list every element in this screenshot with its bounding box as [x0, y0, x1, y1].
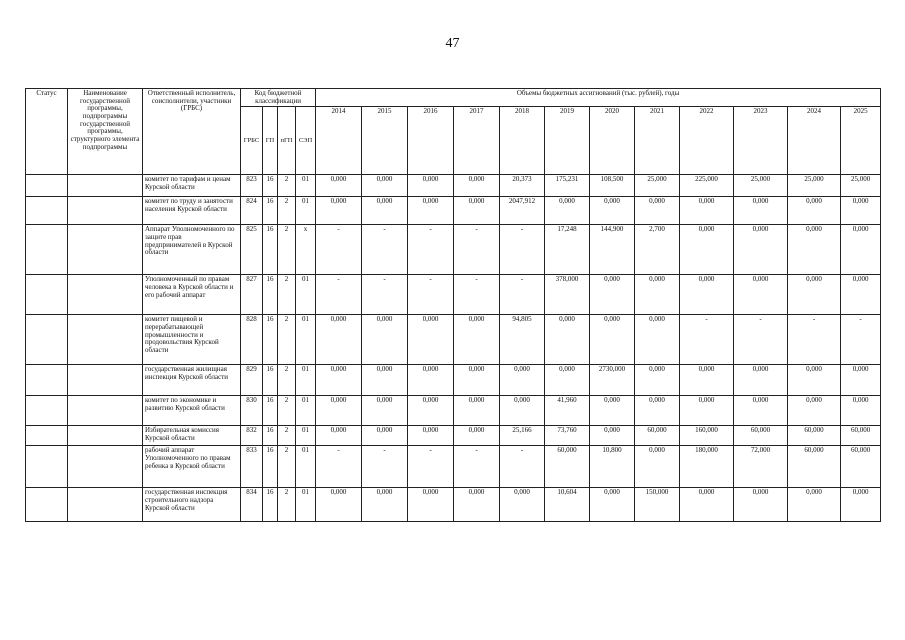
- header-budget-code: Код бюджетной классификации: [241, 89, 316, 107]
- status-cell: [26, 365, 68, 396]
- status-cell: [26, 197, 68, 225]
- sep-cell: 01: [296, 175, 316, 197]
- pgp-cell: 2: [278, 225, 296, 275]
- program-name-cell: [68, 426, 143, 446]
- value-cell: 10,800: [590, 446, 635, 488]
- sep-cell: 01: [296, 426, 316, 446]
- value-cell: 0,000: [316, 426, 362, 446]
- value-cell: 0,000: [500, 488, 545, 522]
- value-cell: 0,000: [454, 426, 500, 446]
- value-cell: 0,000: [635, 197, 680, 225]
- gp-cell: 16: [263, 426, 278, 446]
- value-cell: 60,000: [545, 446, 590, 488]
- value-cell: 0,000: [734, 197, 788, 225]
- table-row: [26, 225, 881, 275]
- header-code-sep: СЭП: [296, 107, 316, 175]
- pgp-cell: 2: [278, 426, 296, 446]
- value-cell: 0,000: [788, 396, 841, 426]
- value-cell: -: [316, 275, 362, 315]
- value-cell: 0,000: [635, 365, 680, 396]
- sep-cell: 01: [296, 197, 316, 225]
- value-cell: 0,000: [590, 275, 635, 315]
- grbs-cell: 829: [241, 365, 263, 396]
- header-executor: Ответственный исполнитель, соисполнители, участники (ГРБС): [143, 89, 241, 175]
- value-cell: 0,000: [788, 225, 841, 275]
- header-year: 2022: [680, 107, 734, 175]
- value-cell: 0,000: [500, 365, 545, 396]
- value-cell: 60,000: [788, 446, 841, 488]
- value-cell: 0,000: [590, 315, 635, 365]
- program-name-cell: [68, 275, 143, 315]
- program-name-cell: [68, 315, 143, 365]
- header-code-grbs: ГРБС: [241, 107, 263, 175]
- value-cell: 0,000: [545, 365, 590, 396]
- value-cell: -: [734, 315, 788, 365]
- pgp-cell: 2: [278, 365, 296, 396]
- value-cell: -: [316, 225, 362, 275]
- value-cell: -: [408, 446, 454, 488]
- pgp-cell: 2: [278, 488, 296, 522]
- header-year: 2018: [500, 107, 545, 175]
- table-body: [26, 175, 881, 522]
- value-cell: 25,166: [500, 426, 545, 446]
- value-cell: 0,000: [408, 175, 454, 197]
- value-cell: 0,000: [680, 197, 734, 225]
- value-cell: 0,000: [635, 275, 680, 315]
- executor-cell: комитет по тарифам и ценам Курской области: [143, 175, 241, 197]
- program-name-cell: [68, 225, 143, 275]
- program-name-cell: [68, 197, 143, 225]
- sep-cell: 01: [296, 488, 316, 522]
- value-cell: -: [788, 315, 841, 365]
- value-cell: -: [500, 225, 545, 275]
- gp-cell: 16: [263, 446, 278, 488]
- value-cell: -: [500, 275, 545, 315]
- sep-cell: 01: [296, 446, 316, 488]
- value-cell: 0,000: [316, 396, 362, 426]
- grbs-cell: 824: [241, 197, 263, 225]
- value-cell: 0,000: [408, 488, 454, 522]
- status-cell: [26, 225, 68, 275]
- value-cell: -: [362, 225, 408, 275]
- value-cell: 0,000: [362, 488, 408, 522]
- pgp-cell: 2: [278, 275, 296, 315]
- value-cell: 0,000: [408, 197, 454, 225]
- status-cell: [26, 446, 68, 488]
- header-program-name: Наименование государственной программы, подпрограммы государственной программы, структурного элемента подпрограммы: [68, 89, 143, 175]
- value-cell: 17,248: [545, 225, 590, 275]
- value-cell: 94,805: [500, 315, 545, 365]
- sep-cell: 01: [296, 275, 316, 315]
- value-cell: 0,000: [841, 396, 881, 426]
- value-cell: 0,000: [454, 488, 500, 522]
- grbs-cell: 823: [241, 175, 263, 197]
- value-cell: 0,000: [590, 426, 635, 446]
- table-row: [26, 426, 881, 446]
- value-cell: -: [841, 315, 881, 365]
- value-cell: 0,000: [841, 488, 881, 522]
- program-name-cell: [68, 396, 143, 426]
- value-cell: 0,000: [734, 365, 788, 396]
- value-cell: 0,000: [316, 365, 362, 396]
- header-year: 2025: [841, 107, 881, 175]
- gp-cell: 16: [263, 275, 278, 315]
- gp-cell: 16: [263, 225, 278, 275]
- value-cell: 0,000: [590, 488, 635, 522]
- status-cell: [26, 315, 68, 365]
- table-row: [26, 315, 881, 365]
- sep-cell: 01: [296, 396, 316, 426]
- value-cell: 60,000: [841, 426, 881, 446]
- status-cell: [26, 488, 68, 522]
- value-cell: 0,000: [362, 426, 408, 446]
- value-cell: -: [680, 315, 734, 365]
- value-cell: 0,000: [680, 225, 734, 275]
- value-cell: -: [408, 275, 454, 315]
- table-row: [26, 275, 881, 315]
- page-number: 47: [445, 36, 460, 51]
- budget-table: [25, 88, 881, 522]
- value-cell: -: [454, 225, 500, 275]
- table-row: [26, 446, 881, 488]
- header-year: 2021: [635, 107, 680, 175]
- value-cell: 0,000: [408, 426, 454, 446]
- value-cell: 0,000: [454, 365, 500, 396]
- table-row: [26, 175, 881, 197]
- program-name-cell: [68, 446, 143, 488]
- value-cell: 0,000: [734, 488, 788, 522]
- header-year: 2024: [788, 107, 841, 175]
- value-cell: 60,000: [635, 426, 680, 446]
- gp-cell: 16: [263, 365, 278, 396]
- header-year: 2015: [362, 107, 408, 175]
- header-code-pgp: пГП: [278, 107, 296, 175]
- program-name-cell: [68, 365, 143, 396]
- value-cell: 0,000: [408, 396, 454, 426]
- header-year: 2014: [316, 107, 362, 175]
- value-cell: 60,000: [734, 426, 788, 446]
- value-cell: 2047,912: [500, 197, 545, 225]
- value-cell: 144,900: [590, 225, 635, 275]
- sep-cell: х: [296, 225, 316, 275]
- gp-cell: 16: [263, 175, 278, 197]
- value-cell: 0,000: [635, 396, 680, 426]
- header-year: 2017: [454, 107, 500, 175]
- value-cell: -: [454, 275, 500, 315]
- executor-cell: комитет по экономике и развитию Курской области: [143, 396, 241, 426]
- pgp-cell: 2: [278, 315, 296, 365]
- value-cell: 0,000: [734, 275, 788, 315]
- grbs-cell: 832: [241, 426, 263, 446]
- grbs-cell: 830: [241, 396, 263, 426]
- executor-cell: Избирательная комиссия Курской области: [143, 426, 241, 446]
- value-cell: 150,000: [635, 488, 680, 522]
- executor-cell: государственная инспекция строительного надзора Курской области: [143, 488, 241, 522]
- value-cell: 72,000: [734, 446, 788, 488]
- gp-cell: 16: [263, 315, 278, 365]
- value-cell: 10,604: [545, 488, 590, 522]
- value-cell: 0,000: [680, 488, 734, 522]
- value-cell: 0,000: [362, 175, 408, 197]
- table-row: [26, 197, 881, 225]
- header-year: 2019: [545, 107, 590, 175]
- value-cell: 0,000: [362, 197, 408, 225]
- value-cell: 0,000: [734, 225, 788, 275]
- value-cell: 0,000: [841, 365, 881, 396]
- pgp-cell: 2: [278, 175, 296, 197]
- value-cell: 0,000: [454, 315, 500, 365]
- value-cell: -: [408, 225, 454, 275]
- value-cell: 225,000: [680, 175, 734, 197]
- value-cell: 0,000: [316, 175, 362, 197]
- value-cell: -: [362, 446, 408, 488]
- value-cell: 0,000: [680, 396, 734, 426]
- status-cell: [26, 426, 68, 446]
- value-cell: 0,000: [590, 396, 635, 426]
- pgp-cell: 2: [278, 396, 296, 426]
- header-allocations: Объемы бюджетных ассигнований (тыс. рублей), годы: [316, 89, 881, 107]
- value-cell: 0,000: [590, 197, 635, 225]
- status-cell: [26, 396, 68, 426]
- status-cell: [26, 275, 68, 315]
- pgp-cell: 2: [278, 446, 296, 488]
- value-cell: 0,000: [545, 315, 590, 365]
- grbs-cell: 833: [241, 446, 263, 488]
- value-cell: 60,000: [788, 426, 841, 446]
- value-cell: 73,760: [545, 426, 590, 446]
- value-cell: 0,000: [454, 197, 500, 225]
- grbs-cell: 834: [241, 488, 263, 522]
- status-cell: [26, 175, 68, 197]
- header-row-top: [26, 89, 881, 107]
- value-cell: 41,960: [545, 396, 590, 426]
- value-cell: 0,000: [545, 197, 590, 225]
- value-cell: 0,000: [362, 315, 408, 365]
- value-cell: 378,000: [545, 275, 590, 315]
- value-cell: -: [454, 446, 500, 488]
- value-cell: 0,000: [841, 225, 881, 275]
- gp-cell: 16: [263, 488, 278, 522]
- program-name-cell: [68, 175, 143, 197]
- value-cell: 60,000: [841, 446, 881, 488]
- program-name-cell: [68, 488, 143, 522]
- value-cell: 0,000: [408, 315, 454, 365]
- value-cell: 25,000: [841, 175, 881, 197]
- grbs-cell: 828: [241, 315, 263, 365]
- value-cell: 0,000: [635, 315, 680, 365]
- header-code-gp: ГП: [263, 107, 278, 175]
- sep-cell: 01: [296, 365, 316, 396]
- value-cell: -: [362, 275, 408, 315]
- gp-cell: 16: [263, 396, 278, 426]
- executor-cell: Аппарат Уполномоченного по защите прав предпринимателей в Курской области: [143, 225, 241, 275]
- executor-cell: комитет по труду и занятости населения Курской области: [143, 197, 241, 225]
- header-year: 2020: [590, 107, 635, 175]
- value-cell: 0,000: [500, 396, 545, 426]
- executor-cell: комитет пищевой и перерабатывающей промышленности и продовольствия Курской области: [143, 315, 241, 365]
- value-cell: 0,000: [788, 488, 841, 522]
- executor-cell: рабочий аппарат Уполномоченного по правам ребенка в Курской области: [143, 446, 241, 488]
- value-cell: 0,000: [316, 488, 362, 522]
- grbs-cell: 825: [241, 225, 263, 275]
- value-cell: 0,000: [316, 197, 362, 225]
- value-cell: 25,000: [734, 175, 788, 197]
- value-cell: 0,000: [680, 275, 734, 315]
- value-cell: 0,000: [734, 396, 788, 426]
- value-cell: 25,000: [788, 175, 841, 197]
- value-cell: 2730,000: [590, 365, 635, 396]
- table-row: [26, 365, 881, 396]
- value-cell: 0,000: [788, 197, 841, 225]
- value-cell: 20,373: [500, 175, 545, 197]
- value-cell: 0,000: [408, 365, 454, 396]
- value-cell: 0,000: [788, 365, 841, 396]
- gp-cell: 16: [263, 197, 278, 225]
- header-status: Статус: [26, 89, 68, 175]
- value-cell: 0,000: [362, 365, 408, 396]
- value-cell: 0,000: [788, 275, 841, 315]
- pgp-cell: 2: [278, 197, 296, 225]
- value-cell: 0,000: [454, 175, 500, 197]
- value-cell: 25,000: [635, 175, 680, 197]
- value-cell: 0,000: [841, 197, 881, 225]
- value-cell: 0,000: [454, 396, 500, 426]
- value-cell: 175,231: [545, 175, 590, 197]
- value-cell: 0,000: [680, 365, 734, 396]
- executor-cell: государственная жилищная инспекция Курской области: [143, 365, 241, 396]
- value-cell: 2,700: [635, 225, 680, 275]
- value-cell: 0,000: [841, 275, 881, 315]
- value-cell: 180,000: [680, 446, 734, 488]
- grbs-cell: 827: [241, 275, 263, 315]
- table-row: [26, 396, 881, 426]
- value-cell: -: [500, 446, 545, 488]
- header-year: 2023: [734, 107, 788, 175]
- header-year: 2016: [408, 107, 454, 175]
- value-cell: -: [316, 446, 362, 488]
- value-cell: 160,000: [680, 426, 734, 446]
- executor-cell: Уполномоченный по правам человека в Курской области и его рабочий аппарат: [143, 275, 241, 315]
- sep-cell: 01: [296, 315, 316, 365]
- value-cell: 108,500: [590, 175, 635, 197]
- value-cell: 0,000: [635, 446, 680, 488]
- value-cell: 0,000: [362, 396, 408, 426]
- value-cell: 0,000: [316, 315, 362, 365]
- table-row: [26, 488, 881, 522]
